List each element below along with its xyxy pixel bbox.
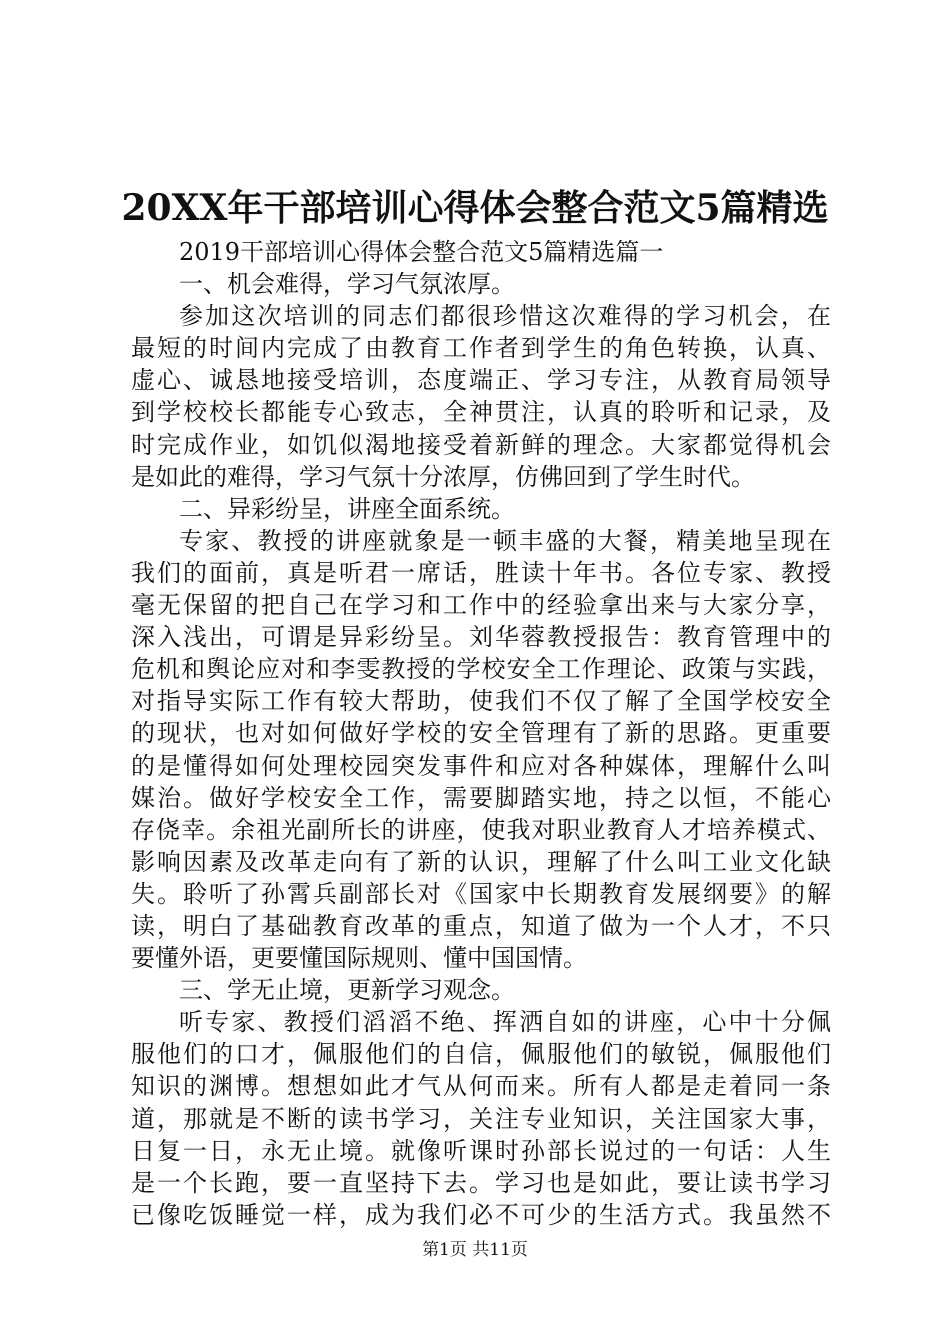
text-line: 听专家、教授们滔滔不绝、挥洒自如的讲座，心中十分佩 xyxy=(179,1008,831,1037)
text-line: 已像吃饭睡觉一样，成为我们必不可少的生活方式。我虽然不 xyxy=(131,1200,831,1229)
text-line: 一、机会难得，学习气氛浓厚。 xyxy=(179,270,515,299)
text-line: 要懂外语，更要懂国际规则、懂中国国情。 xyxy=(131,944,587,973)
text-line: 到学校校长都能专心致志，全神贯注，认真的聆听和记录，及 xyxy=(131,398,831,427)
text-line: 深入浅出，可谓是异彩纷呈。刘华蓉教授报告：教育管理中的 xyxy=(131,623,831,652)
text-line: 日复一日，永无止境。就像听课时孙部长说过的一句话：人生 xyxy=(131,1136,831,1165)
text-line: 读，明白了基础教育改革的重点，知道了做为一个人才，不只 xyxy=(131,911,831,940)
text-line: 参加这次培训的同志们都很珍惜这次难得的学习机会，在 xyxy=(179,302,831,331)
page-indicator: 第1页 共11页 xyxy=(422,1240,528,1260)
text-line: 对指导实际工作有较大帮助，使我们不仅了解了全国学校安全 xyxy=(131,687,831,716)
text-line: 是一个长跑，要一直坚持下去。学习也是如此，要让读书学习 xyxy=(131,1168,831,1197)
text-line: 是如此的难得，学习气氛十分浓厚，仿佛回到了学生时代。 xyxy=(131,462,755,491)
text-line: 失。聆听了孙霄兵副部长对《国家中长期教育发展纲要》的解 xyxy=(131,879,831,908)
text-line: 三、学无止境，更新学习观念。 xyxy=(179,976,515,1005)
text-line: 二、异彩纷呈，讲座全面系统。 xyxy=(179,494,515,523)
document-title: 20XX年干部培训心得体会整合范文5篇精选 xyxy=(121,187,829,229)
text-line: 服他们的口才，佩服他们的自信，佩服他们的敏锐，佩服他们 xyxy=(131,1040,831,1069)
text-line: 道，那就是不断的读书学习，关注专业知识，关注国家大事， xyxy=(131,1104,831,1133)
text-line: 影响因素及改革走向有了新的认识，理解了什么叫工业文化缺 xyxy=(131,847,831,876)
text-line: 媒治。做好学校安全工作，需要脚踏实地，持之以恒，不能心 xyxy=(131,783,831,812)
text-line: 虚心、诚恳地接受培训，态度端正、学习专注，从教育局领导 xyxy=(131,366,831,395)
text-line: 存侥幸。余祖光副所长的讲座，使我对职业教育人才培养模式、 xyxy=(131,815,831,844)
text-line: 最短的时间内完成了由教育工作者到学生的角色转换，认真、 xyxy=(131,334,831,363)
text-line: 毫无保留的把自己在学习和工作中的经验拿出来与大家分享， xyxy=(131,591,831,620)
text-line: 专家、教授的讲座就象是一顿丰盛的大餐，精美地呈现在 xyxy=(179,526,831,555)
text-line: 2019干部培训心得体会整合范文5篇精选篇一 xyxy=(179,238,664,266)
text-line: 的现状，也对如何做好学校的安全管理有了新的思路。更重要 xyxy=(131,719,831,748)
text-line: 危机和舆论应对和李雯教授的学校安全工作理论、政策与实践， xyxy=(131,655,831,684)
document-body xyxy=(131,236,831,1231)
text-line: 时完成作业，如饥似渴地接受着新鲜的理念。大家都觉得机会 xyxy=(131,430,831,459)
text-line: 我们的面前，真是听君一席话，胜读十年书。各位专家、教授 xyxy=(131,558,831,587)
text-line: 的是懂得如何处理校园突发事件和应对各种媒体，理解什么叫 xyxy=(131,751,831,780)
text-line: 知识的渊博。想想如此才气从何而来。所有人都是走着同一条 xyxy=(131,1072,831,1101)
